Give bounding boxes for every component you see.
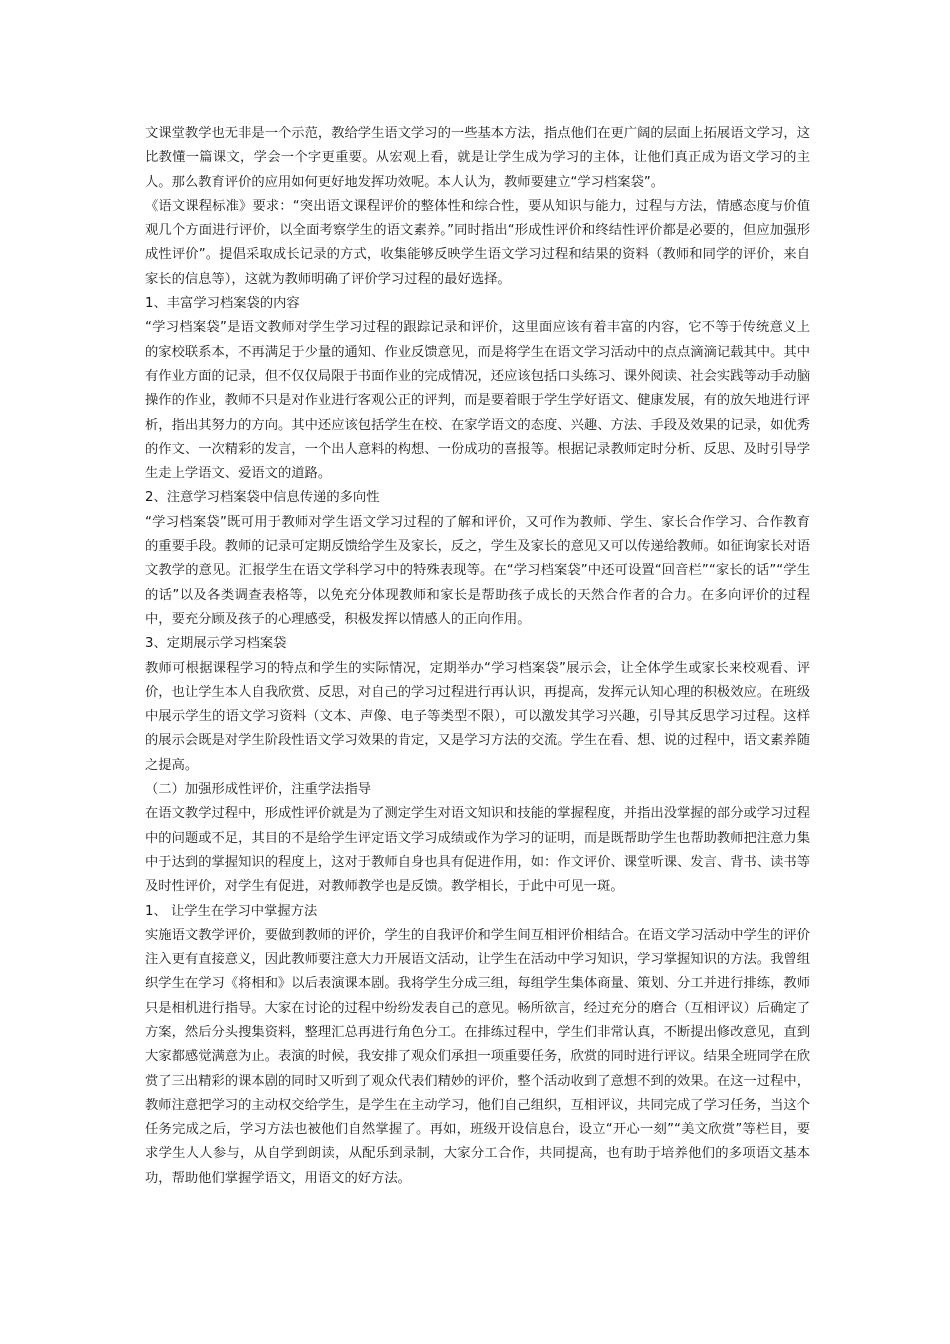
- paragraph-curriculum-standard: 《语文课程标准》要求：“突出语文课程评价的整体性和综合性，要从知识与能力，过程与方法，情感态度与价值观几个方面进行评价，以全面考察学生的语文素养。”同时指出“形成性评价和终结性评价都是必要的，但应加强形成性评价”。提倡采取成长记录的方式，收集能够反映学生语文学习过程和结果的资料（教师和同学的评价，来自家长的信息等），这就为教师明确了评价学习过程的最好选择。: [145, 198, 810, 287]
- paragraph-formative-evaluation: 在语文教学过程中，形成性评价就是为了测定学生对语文知识和技能的掌握程度，并指出没掌握的部分或学习过程中的问题或不足，其目的不是给学生评定语文学习成绩或作为学习的证明，而是既帮助学生也帮助教师把注意力集中于达到的掌握知识的程度上，这对于教师自身也具有促进作用，如：作文评价、课堂听课、发言、背书、读书等及时性评价，对学生有促进，对教师教学也是反馈。教学相长，于此中可见一斑。: [145, 806, 810, 895]
- paragraph-intro: 文课堂教学也无非是一个示范，教给学生语文学习的一些基本方法，指点他们在更广阔的层面上拓展语文学习，这比教懂一篇课文，学会一个字更重要。从宏观上看，就是让学生成为学习的主体，让他们真正成为语文学习的主人。那么教育评价的应用如何更好地发挥功效呢。本人认为，教师要建立“学习档案袋”。: [145, 126, 810, 190]
- paragraph-multidirectional-info: “学习档案袋”既可用于教师对学生语文学习过程的了解和评价，又可作为教师、学生、家长合作学习、合作教育的重要手段。教师的记录可定期反馈给学生及家长，反之，学生及家长的意见又可以传递给教师。如征询家长对语文教学的意见。汇报学生在语文学科学习中的特殊表现等。在“学习档案袋”中还可设置“回音栏”“家长的话”“学生的话”以及各类调查表格等，以免充分体现教师和家长是帮助孩子成长的天然合作者的合力。在多向评价的过程中，要充分顾及孩子的心理感受，积极发挥以情感人的正向作用。: [145, 514, 810, 627]
- section-heading-2: 2、注意学习档案袋中信息传递的多向性: [145, 490, 380, 506]
- section-heading-part-two: （二）加强形成性评价，注重学法指导: [145, 782, 372, 798]
- section-heading-method: 1、 让学生在学习中掌握方法: [145, 903, 318, 919]
- section-heading-1: 1、丰富学习档案袋的内容: [145, 296, 300, 312]
- paragraph-portfolio-display: 教师可根据课程学习的特点和学生的实际情况，定期举办“学习档案袋”展示会，让全体学生或家长来校观看、评价，也让学生本人自我欣赏、反思，对自己的学习过程进行再认识，再提高，发挥元认知心理的积极效应。在班级中展示学生的语文学习资料（文本、声像、电子等类型不限），可以激发其学习兴趣，引导其反思学习过程。这样的展示会既是对学生阶段性语文学习效果的肯定，又是学习方法的交流。学生在看、想、说的过程中，语文素养随之提高。: [145, 660, 810, 773]
- section-heading-3: 3、定期展示学习档案袋: [145, 636, 287, 652]
- paragraph-portfolio-content: “学习档案袋”是语文教师对学生学习过程的跟踪记录和评价，这里面应该有着丰富的内容，它不等于传统意义上的家校联系本，不再满足于少量的通知、作业反馈意见，而是将学生在语文学习活动中的点点滴滴记载其中。其中有作业方面的记录，但不仅仅局限于书面作业的完成情况，还应该包括口头练习、课外阅读、社会实践等动手动脑操作的作业，教师不只是对作业进行客观公正的评判，而是要着眼于学生学好语文、健康发展，有的放矢地进行评析，指出其努力的方向。其中还应该包括学生在校、在家学语文的态度、兴趣、方法、手段及效果的记录，如优秀的作文、一次精彩的发言，一个出人意料的构想、一份成功的喜报等。根据记录教师定时分析、反思、及时引导学生走上学语文、爱语文的道路。: [145, 320, 810, 482]
- paragraph-learning-method: 实施语文教学评价，要做到教师的评价，学生的自我评价和学生间互相评价相结合。在语文学习活动中学生的评价注入更有直接意义，因此教师要注意大力开展语文活动，让学生在活动中学习知识，学习掌握知识的方法。我曾组织学生在学习《将相和》以后表演课本剧。我将学生分成三组，每组学生集体商量、策划、分工并进行排练，教师只是相机进行指导。大家在讨论的过程中纷纷发表自己的意见。畅所欲言，经过充分的磨合（互相评议）后确定了方案，然后分头搜集资料，整理汇总再进行角色分工。在排练过程中，学生们非常认真，不断提出修改意见，直到大家都感觉满意为止。表演的时候，我安排了观众们承担一项重要任务，欣赏的同时进行评议。结果全班同学在欣赏了三出精彩的课本剧的同时又听到了观众代表们精妙的评价，整个活动收到了意想不到的效果。在这一过程中，教师注意把学习的主动权交给学生，是学生在主动学习，他们自己组织，互相评议，共同完成了学习任务，当这个任务完成之后，学习方法也被他们自然掌握了。再如，班级开设信息台，设立“开心一刻”“美文欣赏”等栏目，要求学生人人参与，从自学到朗读，从配乐到录制，大家分工合作，共同提高，也有助于培养他们的多项语文基本功，帮助他们掌握学语文，用语文的好方法。: [145, 927, 810, 1186]
- document-body: [145, 122, 810, 1191]
